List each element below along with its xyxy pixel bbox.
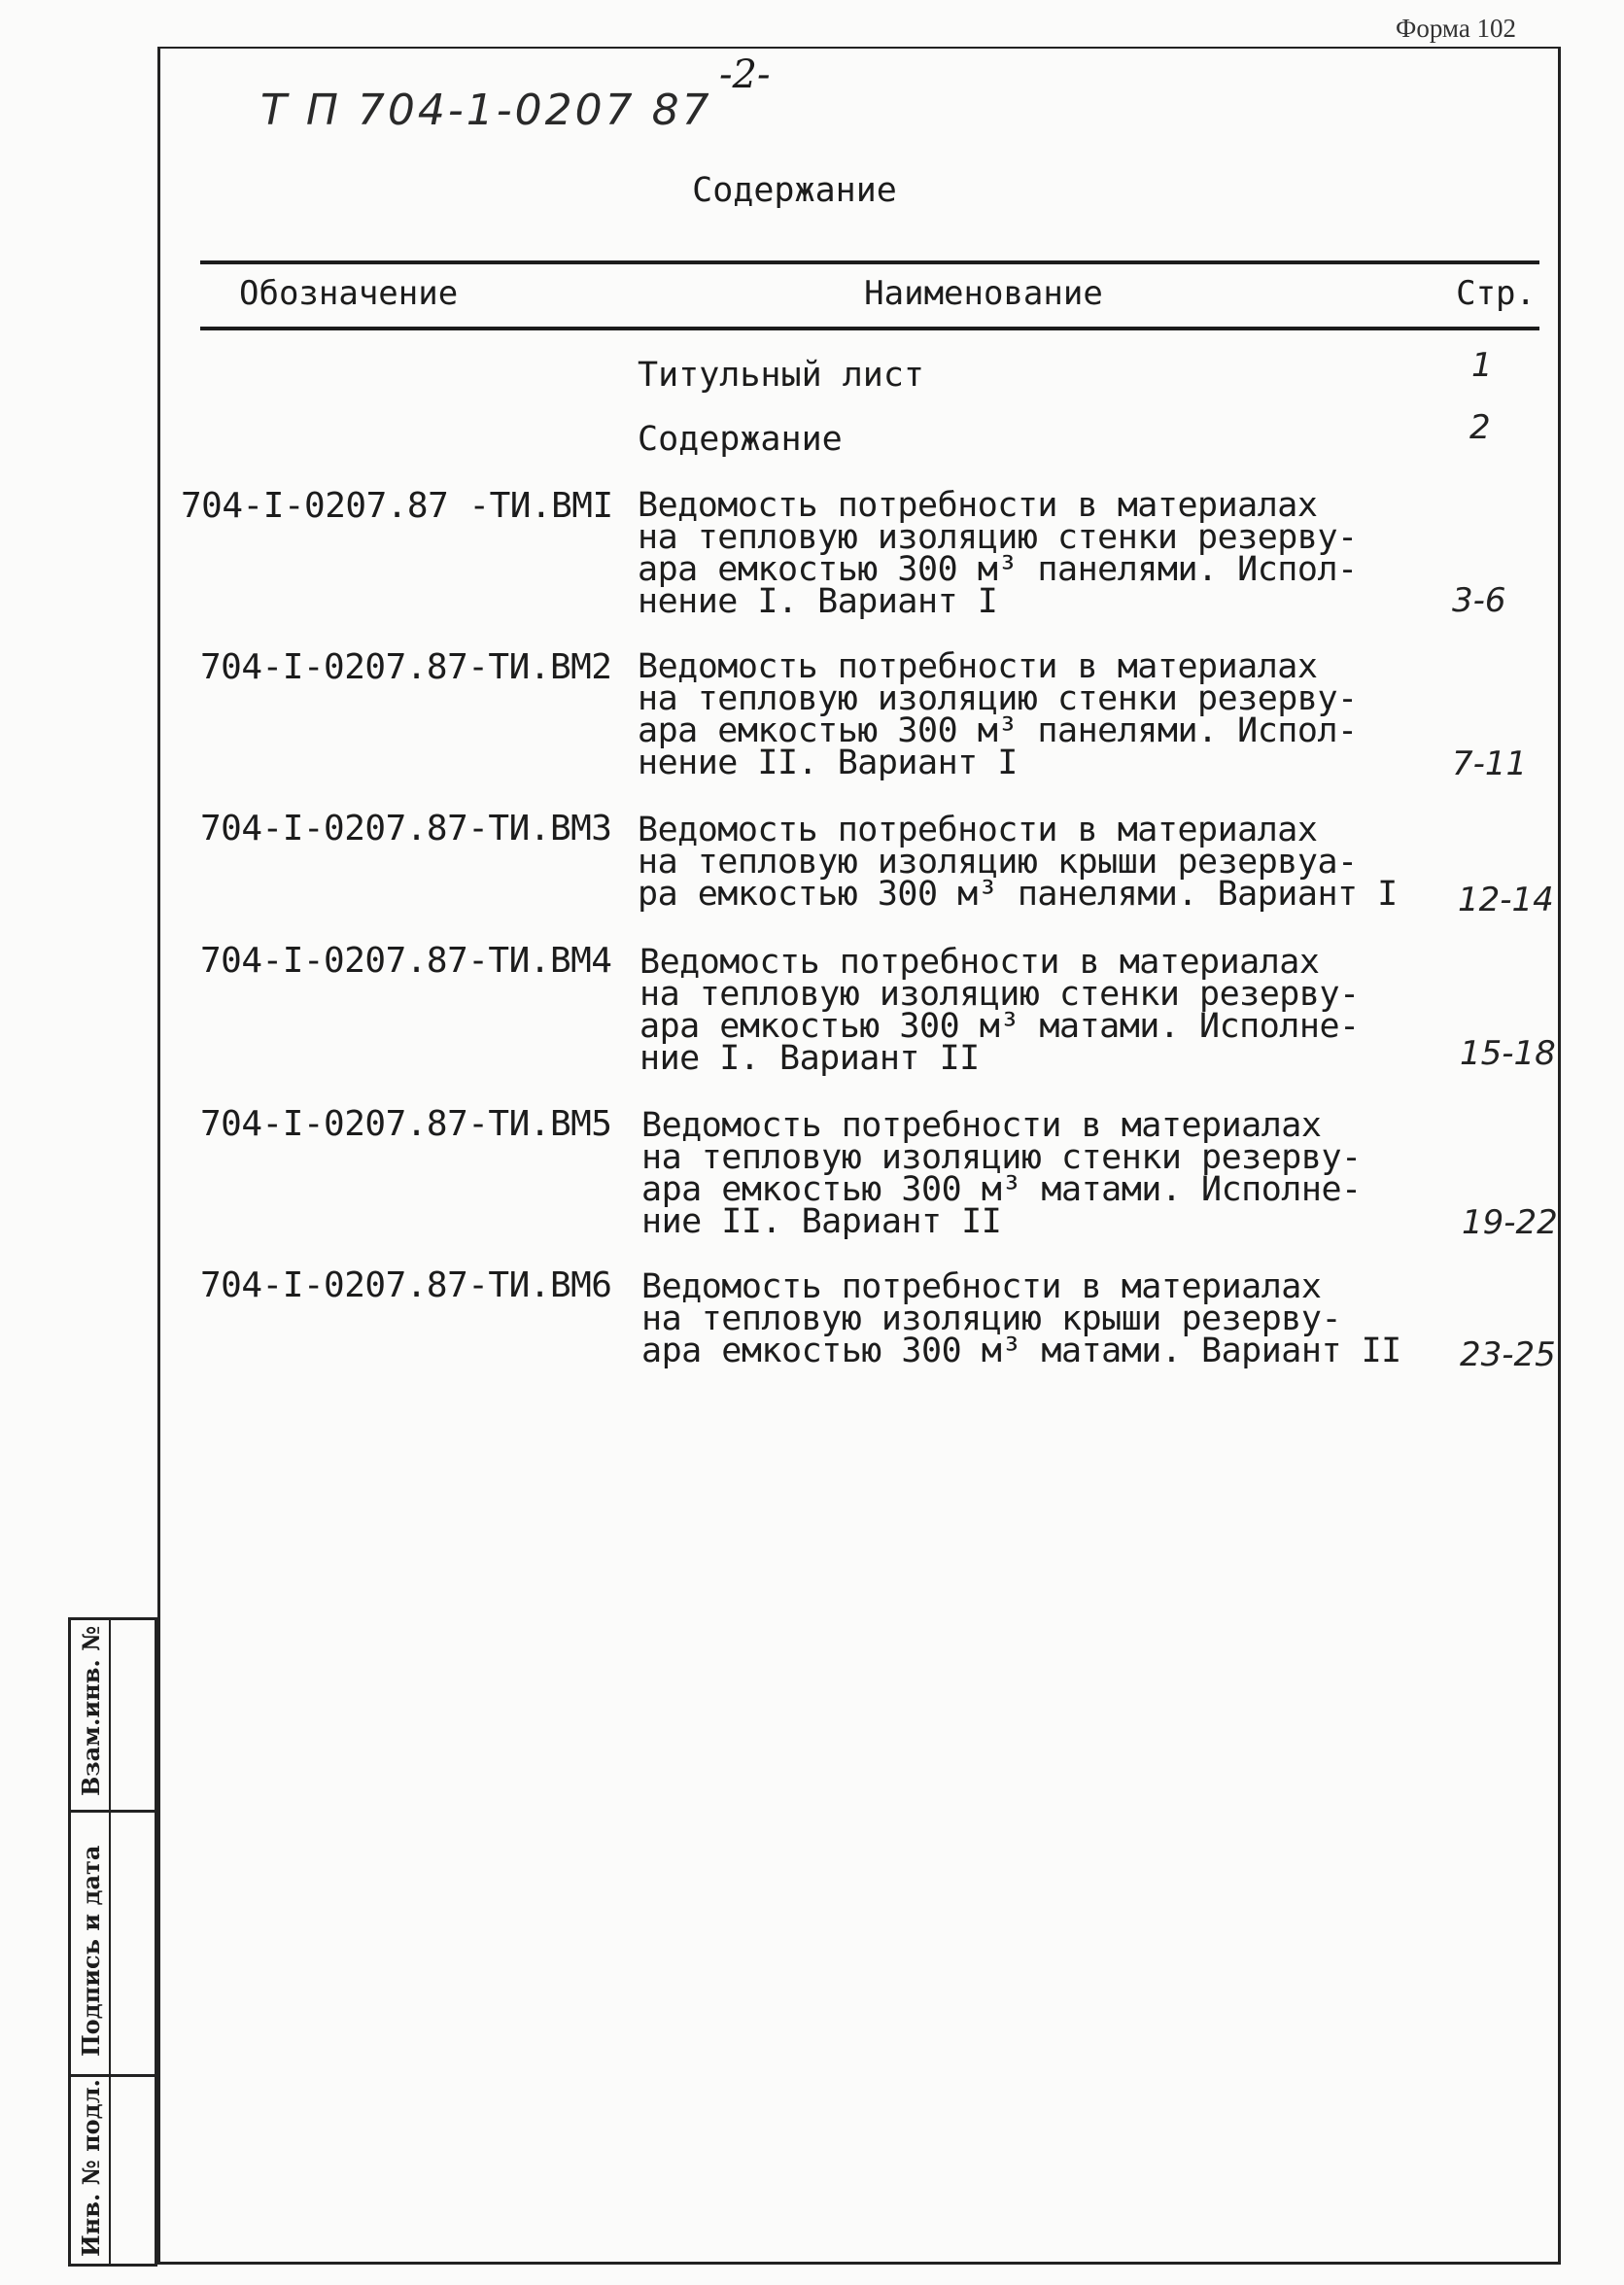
form-label: Форма 102 [1396,14,1517,43]
toc-item-page: 2 [1469,408,1491,447]
toc-item-page: 1 [1471,346,1493,385]
toc-row-line: Ведомость потребности в материалах [641,1267,1322,1306]
toc-row-name [641,1106,1362,1241]
toc-row-line: нение II. Вариант I [638,744,1018,782]
header-top-rule [200,260,1539,264]
toc-row-line: ра емкостью 300 м³ панелями. Вариант I [638,875,1398,914]
toc-row-page: 15-18 [1460,1034,1556,1073]
toc-row-line: ара емкостью 300 м³ матами. Исполне- [641,1170,1362,1209]
toc-row-line: Ведомость потребности в материалах [638,811,1318,849]
side-label-replacement-inv: Взам.инв. № [77,1625,105,1796]
toc-row-line: ние II. Вариант II [641,1202,1002,1241]
column-header-code: Обозначение [239,274,459,313]
toc-row-line: ара емкостью 300 м³ матами. Вариант II [641,1332,1401,1370]
toc-row-page: 12-14 [1458,881,1554,919]
toc-row-line: Ведомость потребности в материалах [639,943,1320,982]
toc-row-line: ние I. Вариант II [639,1039,980,1078]
document-code: Т П 704-1-0207 87 [260,86,712,135]
toc-row-line: на тепловую изоляцию крыши резерву- [641,1299,1342,1338]
toc-row-page: 19-22 [1462,1203,1558,1242]
toc-item-title-sheet: Титульный лист [638,356,925,395]
toc-row-line: Ведомость потребности в материалах [638,647,1318,686]
page-title: Содержание [692,171,897,210]
column-header-page: Стр. [1456,274,1536,313]
toc-item-contents: Содержание [638,420,843,459]
toc-row-line: ара емкостью 300 м³ матами. Исполне- [639,1007,1360,1046]
column-header-name: Наименование [864,274,1103,313]
header-bottom-rule [200,327,1539,330]
side-stamp-separator [68,2074,157,2077]
side-label-original-inv: Инв. № подл. [77,2079,105,2257]
toc-row-code: 704-I-0207.87-ТИ.ВМ6 [200,1265,612,1305]
toc-row-name [638,647,1358,782]
side-stamp-separator [68,1810,157,1813]
toc-row-name [641,1267,1401,1370]
page-number: -2- [719,52,771,97]
toc-row-line: Ведомость потребности в материалах [638,486,1318,525]
toc-row-line: нение I. Вариант I [638,582,998,621]
toc-row-page: 3-6 [1452,581,1506,620]
toc-row-code: 704-I-0207.87-ТИ.ВМ3 [200,809,612,848]
side-stamp-divider [109,1617,111,2267]
toc-row-page: 23-25 [1460,1335,1556,1374]
toc-row-name [638,486,1358,621]
toc-row-page: 7-11 [1452,744,1528,783]
toc-row-line: ара емкостью 300 м³ панелями. Испол- [638,711,1358,750]
toc-row-line: на тепловую изоляцию крыши резервуа- [638,843,1358,882]
toc-row-code: 704-I-0207.87-ТИ.ВМ5 [200,1104,612,1144]
side-label-signature-date: Подпись и дата [77,1845,105,2057]
toc-row-name [639,943,1360,1078]
toc-row-line: на тепловую изоляцию стенки резерву- [638,518,1358,557]
toc-row-line: на тепловую изоляцию стенки резерву- [641,1138,1362,1177]
toc-row-name [638,811,1398,914]
toc-row-code: 704-I-0207.87 -ТИ.ВМI [181,486,613,526]
toc-row-code: 704-I-0207.87-ТИ.ВМ4 [200,941,612,981]
toc-row-line: ара емкостью 300 м³ панелями. Испол- [638,550,1358,589]
toc-row-line: Ведомость потребности в материалах [641,1106,1322,1145]
toc-row-line: на тепловую изоляцию стенки резерву- [639,975,1360,1014]
toc-row-code: 704-I-0207.87-ТИ.ВМ2 [200,647,612,687]
toc-row-line: на тепловую изоляцию стенки резерву- [638,679,1358,718]
